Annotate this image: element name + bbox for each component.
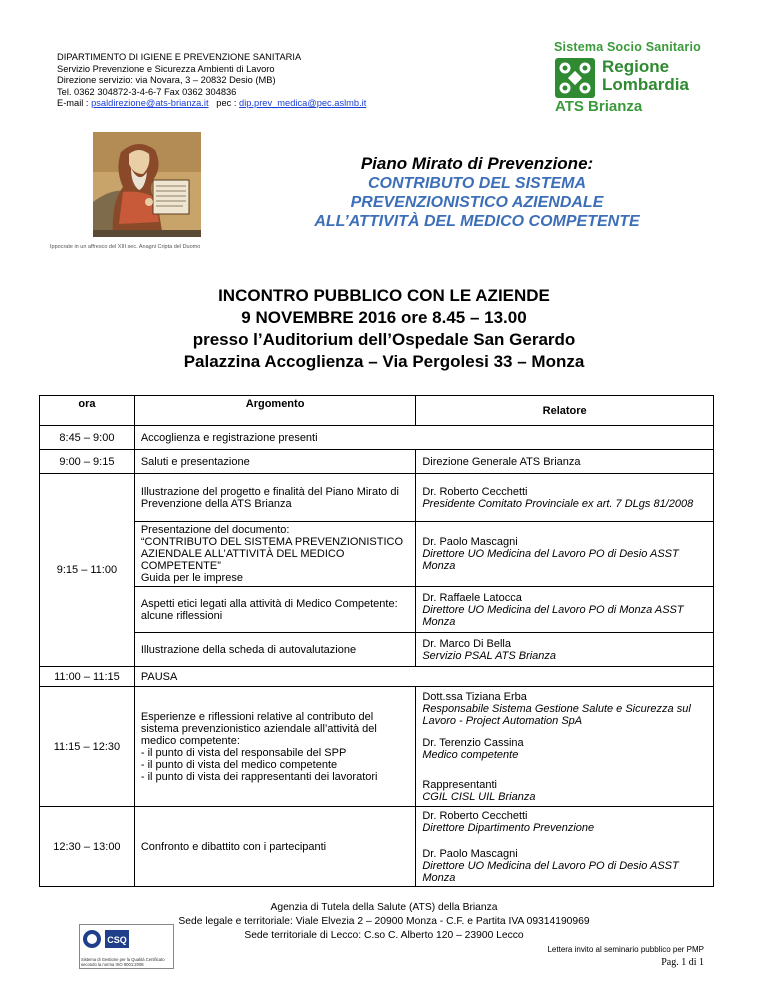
cell-relatore	[416, 687, 714, 807]
meeting-line4: Palazzina Accoglienza – Via Pergolesi 33 – Monza	[183, 352, 585, 371]
speaker-role: Direttore UO Medicina del Lavoro PO di Monza ASST Monza	[422, 603, 684, 628]
logo-region-line2: Lombardia	[602, 75, 689, 94]
speaker-role: Direttore UO Medicina del Lavoro PO di Desio ASST Monza	[422, 548, 679, 572]
title-line2: CONTRIBUTO DEL SISTEMA	[367, 175, 587, 192]
cell-argomento: Illustrazione della scheda di autovalutazione	[134, 633, 416, 667]
speaker-name: Dr. Roberto Cecchetti	[422, 485, 528, 498]
header-argomento: Argomento	[134, 396, 416, 426]
cell-relatore	[416, 807, 714, 887]
program-table	[39, 395, 714, 887]
pec-link[interactable]: dip.prev_medica@pec.aslmb.it	[239, 98, 367, 109]
logo-ats-brianza: ATS Brianza	[555, 98, 643, 115]
title-line4: ALL’ATTIVITÀ DEL MEDICO COMPETENTE	[314, 213, 640, 230]
footer-line3: Sede territoriale di Lecco: C.so C. Alberto 120 – 23900 Lecco	[244, 930, 524, 941]
speaker-name: Dr. Roberto Cecchetti	[422, 809, 528, 822]
table-header-row	[40, 396, 714, 426]
cell-argomento: Saluti e presentazione	[134, 450, 416, 474]
meeting-info	[0, 285, 768, 373]
dept-line: Direzione servizio: via Novara, 3 – 20832 Desio (MB)	[57, 75, 276, 86]
meeting-line1: INCONTRO PUBBLICO CON LE AZIENDE	[218, 286, 550, 305]
cell-argomento: Confronto e dibattito con i partecipanti	[134, 807, 416, 887]
arg-bullet: - il punto di vista del responsabile del SPP	[140, 746, 347, 759]
footer-note	[547, 943, 704, 969]
email-prefix: E-mail :	[57, 98, 92, 109]
csq-caption	[81, 957, 165, 967]
speaker-role: CGIL CISL UIL Brianza	[422, 790, 536, 803]
cell-relatore	[416, 587, 714, 633]
note-text: Lettera invito al seminario pubblico per PMP	[547, 945, 704, 954]
arg-intro: Esperienze e riflessioni relative al contributo del sistema prevenzionistico aziendale all’attività del medico competente:	[140, 710, 377, 747]
cell-argomento: Illustrazione del progetto e finalità del Piano Mirato di Prevenzione della ATS Brianza	[134, 474, 416, 522]
table-row	[40, 587, 714, 633]
dept-line: DIPARTIMENTO DI IGIENE E PREVENZIONE SANITARIA	[57, 52, 302, 62]
title-line1: Piano Mirato di Prevenzione:	[360, 154, 594, 173]
header-relatore: Relatore	[416, 396, 714, 426]
cell-ora: 11:00 – 11:15	[40, 667, 135, 687]
cell-ora: 11:15 – 12:30	[40, 687, 135, 807]
cell-argomento: Accoglienza e registrazione presenti	[134, 426, 713, 450]
cell-relatore	[416, 474, 714, 522]
pec-prefix: pec :	[216, 98, 240, 109]
cell-ora: 8:45 – 9:00	[40, 426, 135, 450]
speaker-name: Dr. Marco Di Bella	[422, 637, 511, 650]
table-row	[40, 522, 714, 587]
speaker-name: Dr. Paolo Mascagni	[422, 847, 518, 860]
cell-argomento: PAUSA	[134, 667, 713, 687]
speaker-role: Responsabile Sistema Gestione Salute e Sicurezza sul Lavoro - Project Automation SpA	[422, 702, 691, 727]
table-row	[40, 633, 714, 667]
table-row	[40, 687, 714, 807]
speaker-role: Direttore UO Medicina del Lavoro PO di Desio ASST Monza	[422, 859, 679, 884]
table-row	[40, 807, 714, 887]
cell-ora: 12:30 – 13:00	[40, 807, 135, 887]
arg-line: Presentazione del documento:	[140, 524, 290, 536]
csq-label: CSQ	[107, 935, 127, 945]
cell-argomento: Aspetti etici legati alla attività di Medico Competente: alcune riflessioni	[134, 587, 416, 633]
dept-line: Servizio Prevenzione e Sicurezza Ambienti di Lavoro	[57, 63, 275, 74]
page-number: Pag. 1 di 1	[661, 957, 704, 968]
arg-bullet: - il punto di vista dei rappresentanti dei lavoratori	[140, 770, 378, 783]
logo-region	[602, 58, 689, 94]
speaker-role: Presidente Comitato Provinciale ex art. 7 DLgs 81/2008	[422, 497, 694, 510]
image-caption: Ippocrate in un affresco del XIII sec. Anagni Cripta del Duomo	[50, 244, 201, 250]
speaker-name: Dott.ssa Tiziana Erba	[422, 690, 527, 703]
logo-top-text: Sistema Socio Sanitario	[554, 40, 702, 54]
logo-region-line1: Regione	[602, 57, 670, 76]
speaker-name: Dr. Paolo Mascagni	[422, 536, 518, 548]
cell-argomento	[134, 522, 416, 587]
csq-text2: secondo la norma ISO 9001:2008	[81, 962, 144, 967]
table-row	[40, 450, 714, 474]
hippocrates-fresco-image	[93, 132, 201, 237]
speaker-role: Medico competente	[422, 748, 519, 761]
meeting-line2: 9 NOVEMBRE 2016 ore 8.45 – 13.00	[241, 308, 527, 327]
cell-relatore: Direzione Generale ATS Brianza	[416, 450, 714, 474]
dept-line: Tel. 0362 304872-3-4-6-7 Fax 0362 304836	[57, 86, 237, 97]
lombardia-logo-icon	[555, 58, 595, 98]
speaker-role: Servizio PSAL ATS Brianza	[422, 649, 557, 662]
speaker-name: Dr. Raffaele Latocca	[422, 591, 522, 604]
cell-ora: 9:15 – 11:00	[40, 474, 135, 667]
cell-relatore	[416, 633, 714, 667]
footer-line1: Agenzia di Tutela della Salute (ATS) della Brianza	[270, 902, 498, 913]
csq-text1: Sistema di Gestione per la Qualità Certificato	[81, 957, 165, 962]
title-accent	[240, 174, 714, 231]
table-row	[40, 667, 714, 687]
table-row	[40, 426, 714, 450]
speaker-role: Direttore Dipartimento Prevenzione	[422, 821, 595, 834]
title-line3: PREVENZIONISTICO AZIENDALE	[350, 194, 604, 211]
header-ora: ora	[40, 396, 135, 426]
table-row	[40, 474, 714, 522]
arg-line: Guida per le imprese	[140, 572, 243, 584]
speaker-name: Dr. Terenzio Cassina	[422, 736, 524, 749]
contact-line	[57, 98, 366, 110]
arg-line: “CONTRIBUTO DEL SISTEMA PREVENZIONISTICO AZIENDALE ALL’ATTIVITÀ DEL MEDICO COMPETENTE”	[140, 536, 404, 572]
cell-relatore	[416, 522, 714, 587]
meeting-line3: presso l’Auditorium dell’Ospedale San Gerardo	[192, 330, 576, 349]
cell-argomento	[134, 687, 416, 807]
email-link[interactable]: psaldirezione@ats-brianza.it	[91, 98, 209, 109]
speaker-name: Rappresentanti	[422, 778, 497, 791]
department-header	[57, 52, 366, 110]
cell-ora: 9:00 – 9:15	[40, 450, 135, 474]
arg-bullet: - il punto di vista del medico competente	[140, 758, 338, 771]
footer-line2: Sede legale e territoriale: Viale Elvezia 2 – 20900 Monza - C.F. e Partita IVA 09314190969	[178, 916, 590, 927]
